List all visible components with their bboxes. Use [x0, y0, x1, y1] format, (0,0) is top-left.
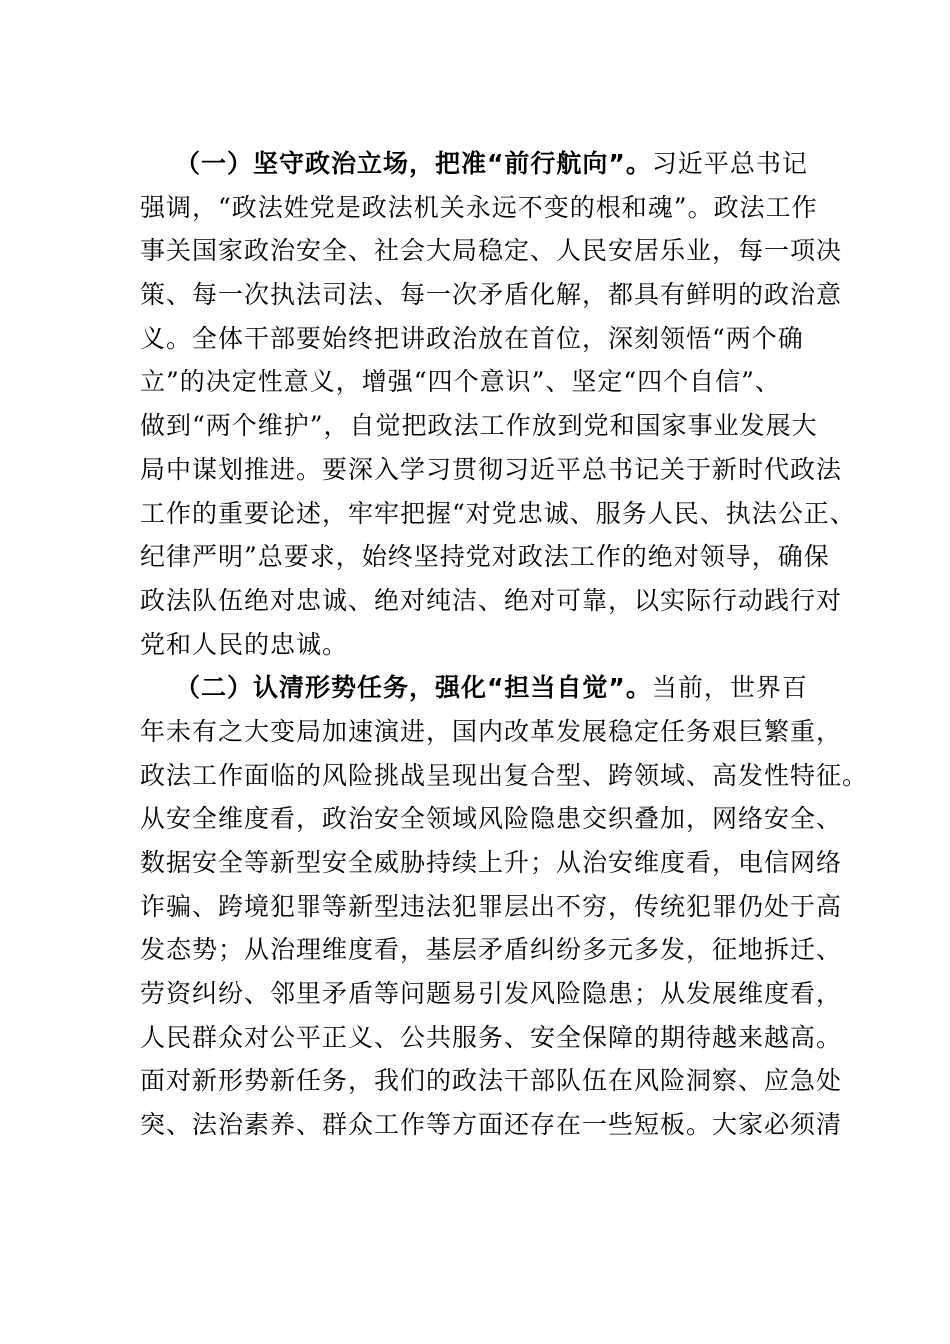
paragraph-1-line-5: 义。全体干部要始终把讲政治放在首位，深刻领悟“两个确: [140, 323, 804, 353]
paragraph-1-line-10: 纪律严明”总要求，始终坚持党对政法工作的绝对领导，确保: [140, 542, 830, 572]
paragraph-1-line-9: 工作的重要论述，牢牢把握“对党忠诚、服务人民、执法公正、: [140, 498, 856, 528]
paragraph-1-line-6: 立”的决定性意义，增强“四个意识”、坚定“四个自信”、: [140, 367, 781, 397]
paragraph-1-line-1: [175, 142, 835, 186]
paragraph-2-line-3: 政法工作面临的风险挑战呈现出复合型、跨领域、高发性特征。: [140, 760, 869, 790]
paragraph-1-heading: （一）坚守政治立场，把准“前行航向”。: [175, 149, 652, 178]
paragraph-1-line-11: 政法队伍绝对忠诚、绝对纯洁、绝对可靠，以实际行动践行对: [140, 585, 843, 615]
paragraph-2-line-9: 人民群众对公平正义、公共服务、安全保障的期待越来越高。: [140, 1022, 843, 1052]
paragraph-1-line-3: 事关国家政治安全、社会大局稳定、人民安居乐业，每一项决: [140, 236, 843, 266]
paragraph-2-line-1: [175, 666, 835, 710]
paragraph-2-line-7: 发态势；从治理维度看，基层矛盾纠纷多元多发，征地拆迁、: [140, 935, 843, 965]
paragraph-2-line-5: 数据安全等新型安全威胁持续上升；从治安维度看，电信网络: [140, 848, 843, 877]
document-body: [140, 142, 869, 1147]
paragraph-2-line-11: 突、法治素养、群众工作等方面还存在一些短板。大家必须清: [140, 1110, 843, 1140]
paragraph-2-line-6: 诈骗、跨境犯罪等新型违法犯罪层出不穷，传统犯罪仍处于高: [140, 891, 843, 921]
paragraph-2-line-10: 面对新形势新任务，我们的政法干部队伍在风险洞察、应急处: [140, 1066, 843, 1096]
paragraph-1-line-2: 强调，“政法姓党是政法机关永远不变的根和魂”。政法工作: [140, 192, 818, 222]
paragraph-2-line-2: 年未有之大变局加速演进，国内改革发展稳定任务艰巨繁重，: [140, 716, 843, 746]
paragraph-2-line-8: 劳资纠纷、邻里矛盾等问题易引发风险隐患；从发展维度看，: [140, 979, 843, 1009]
paragraph-1-line-12: 党和人民的忠诚。: [140, 629, 349, 659]
paragraph-1-text: 习近平总书记: [651, 149, 808, 178]
paragraph-1-line-8: 局中谋划推进。要深入学习贯彻习近平总书记关于新时代政法: [140, 454, 843, 484]
paragraph-1-line-4: 策、每一次执法司法、每一次矛盾化解，都具有鲜明的政治意: [140, 280, 843, 310]
paragraph-2-line-4: 从安全维度看，政治安全领域风险隐患交织叠加，网络安全、: [140, 804, 843, 834]
paragraph-1-line-7: 做到“两个维护”，自觉把政法工作放到党和国家事业发展大: [140, 411, 818, 441]
paragraph-2-text: 当前，世界百: [651, 673, 808, 703]
paragraph-2-heading: （二）认清形势任务，强化“担当自觉”。: [175, 673, 652, 703]
